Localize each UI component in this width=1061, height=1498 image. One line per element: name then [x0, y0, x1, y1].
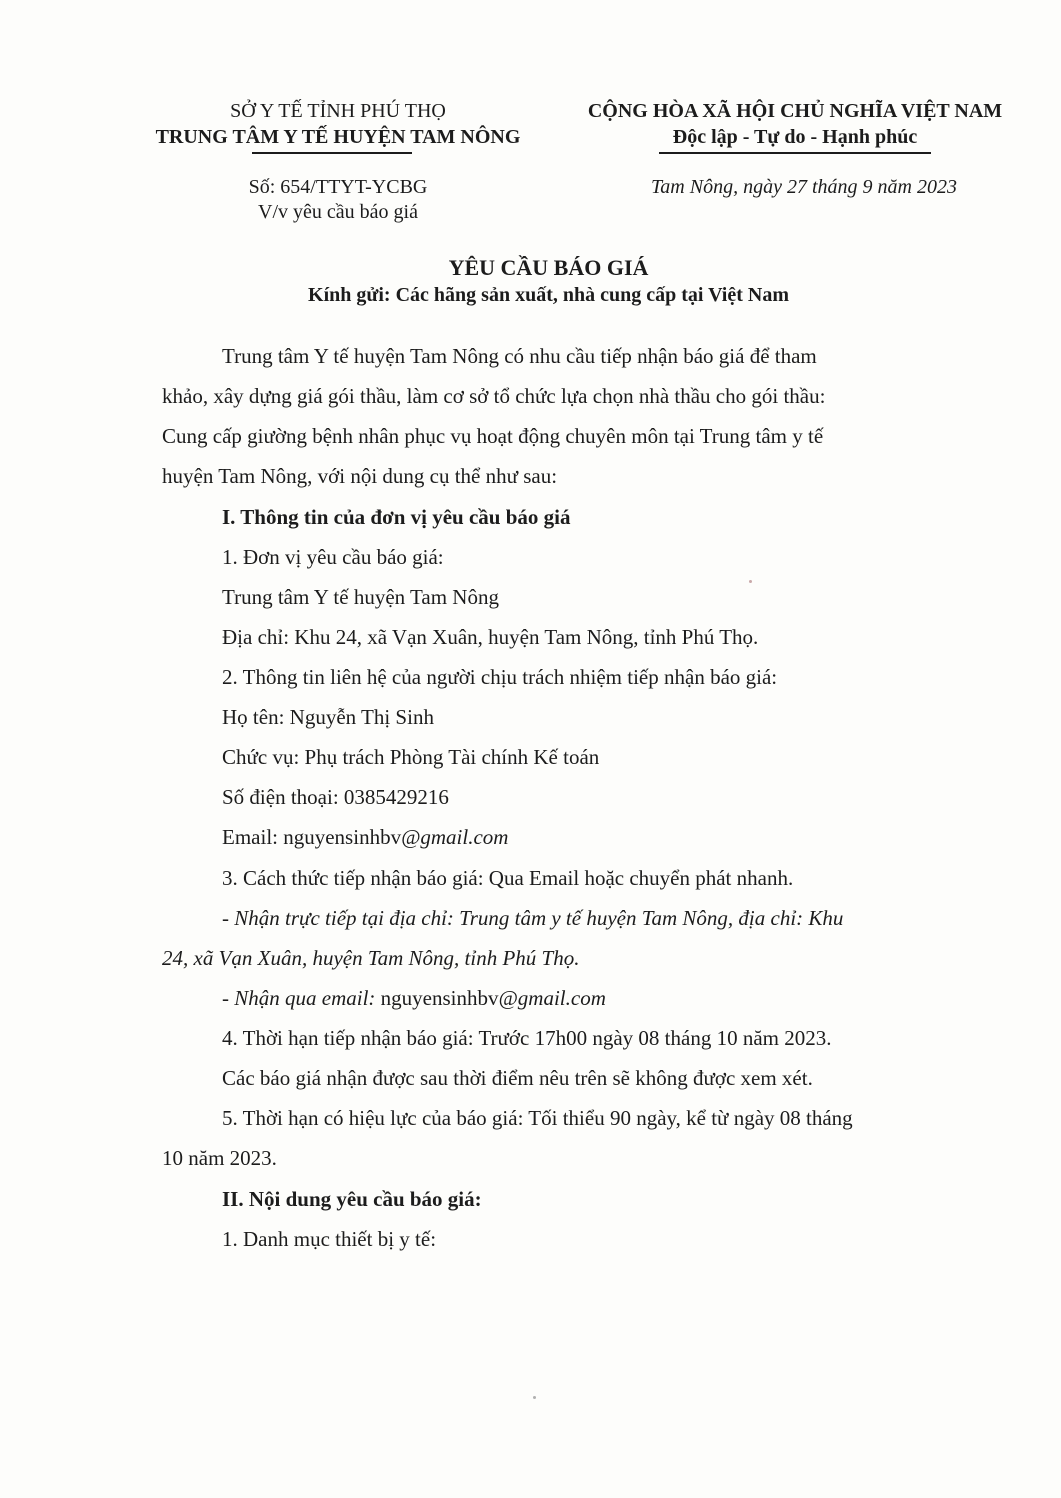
intro-line-2: khảo, xây dựng giá gói thầu, làm cơ sở tổ chức lựa chọn nhà thầu cho gói thầu:	[162, 384, 826, 408]
motto-underline	[659, 152, 931, 154]
contact-email	[222, 825, 508, 850]
deadline-note: Các báo giá nhận được sau thời điểm nêu trên sẽ không được xem xét.	[222, 1066, 813, 1090]
document-subject: V/v yêu cầu báo giá	[258, 201, 418, 223]
contact-name: Họ tên: Nguyễn Thị Sinh	[222, 705, 434, 729]
scan-speck	[533, 1396, 536, 1399]
ministry-name: SỞ Y TẾ TỈNH PHÚ THỌ	[230, 100, 446, 122]
contact-position: Chức vụ: Phụ trách Phòng Tài chính Kế toán	[222, 745, 600, 769]
place-date: Tam Nông, ngày 27 tháng 9 năm 2023	[651, 176, 957, 198]
email-delivery-domain: @gmail.com	[498, 986, 606, 1010]
receiving-method: 3. Cách thức tiếp nhận báo giá: Qua Email hoặc chuyển phát nhanh.	[222, 866, 794, 890]
section-1-heading: I. Thông tin của đơn vị yêu cầu báo giá	[222, 505, 571, 529]
intro-line-4: huyện Tam Nông, với nội dung cụ thể như sau:	[162, 464, 558, 488]
national-title: CỘNG HÒA XÃ HỘI CHỦ NGHĨA VIỆT NAM	[587, 100, 1003, 122]
section-2-heading: II. Nội dung yêu cầu báo giá:	[222, 1187, 482, 1211]
contact-info-label: 2. Thông tin liên hệ của người chịu trách nhiệm tiếp nhận báo giá:	[222, 665, 778, 689]
document-title: YÊU CẦU BÁO GIÁ	[448, 255, 649, 280]
national-motto: Độc lập - Tự do - Hạnh phúc	[672, 126, 918, 148]
requesting-unit-name: Trung tâm Y tế huyện Tam Nông	[222, 585, 499, 609]
requesting-unit-address: Địa chỉ: Khu 24, xã Vạn Xuân, huyện Tam Nông, tỉnh Phú Thọ.	[222, 625, 759, 649]
intro-line-3: Cung cấp giường bệnh nhân phục vụ hoạt động chuyên môn tại Trung tâm y tế	[162, 424, 824, 448]
scan-speck	[749, 580, 752, 583]
email-delivery-user: nguyensinhbv	[375, 986, 499, 1010]
direct-delivery-line-2: 24, xã Vạn Xuân, huyện Tam Nông, tỉnh Phú Thọ.	[162, 946, 580, 970]
email-delivery	[222, 986, 606, 1011]
deadline: 4. Thời hạn tiếp nhận báo giá: Trước 17h00 ngày 08 tháng 10 năm 2023.	[222, 1026, 832, 1050]
organization-underline	[252, 152, 412, 154]
validity-line-1: 5. Thời hạn có hiệu lực của báo giá: Tối thiểu 90 ngày, kể từ ngày 08 tháng	[222, 1106, 853, 1130]
document-number: Số: 654/TTYT-YCBG	[248, 176, 428, 198]
direct-delivery-line-1: - Nhận trực tiếp tại địa chỉ: Trung tâm y tế huyện Tam Nông, địa chỉ: Khu	[222, 906, 844, 930]
contact-email-domain: @gmail.com	[401, 825, 509, 849]
intro-line-1: Trung tâm Y tế huyện Tam Nông có nhu cầu tiếp nhận báo giá để tham	[222, 344, 817, 368]
organization-name: TRUNG TÂM Y TẾ HUYỆN TAM NÔNG	[155, 126, 521, 148]
contact-email-user: Email: nguyensinhbv	[222, 825, 402, 849]
requesting-unit-label: 1. Đơn vị yêu cầu báo giá:	[222, 545, 444, 569]
validity-line-2: 10 năm 2023.	[162, 1146, 277, 1170]
contact-phone: Số điện thoại: 0385429216	[222, 785, 449, 809]
equipment-list-label: 1. Danh mục thiết bị y tế:	[222, 1227, 437, 1251]
recipient-line: Kính gửi: Các hãng sản xuất, nhà cung cấp tại Việt Nam	[308, 284, 789, 306]
email-delivery-label: - Nhận qua email:	[222, 986, 376, 1010]
